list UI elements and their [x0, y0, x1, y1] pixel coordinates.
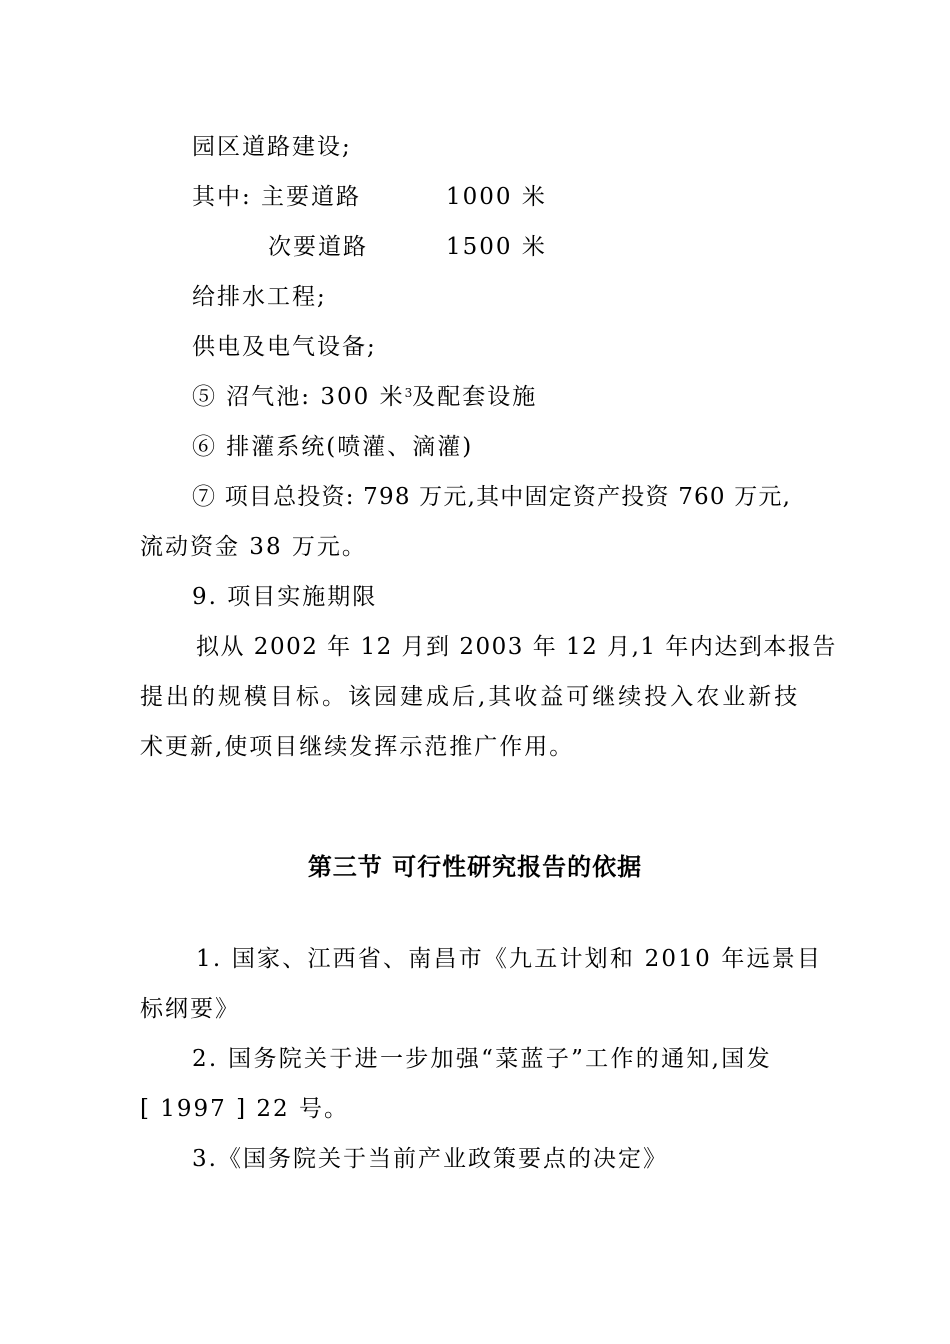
- period-paragraph-line-1: 拟从 2002 年 12 月到 2003 年 12 月,1 年内达到本报告: [196, 634, 837, 660]
- biogas-line: [192, 382, 537, 412]
- period-paragraph-line-3: 术更新,使项目继续发挥示范推广作用。: [140, 734, 575, 760]
- implementation-period-title: 9. 项目实施期限: [192, 584, 378, 610]
- basis-item-1-line-2: 标纲要》: [140, 996, 240, 1022]
- basis-item-2-line-2: [ 1997 ] 22 号。: [140, 1096, 349, 1122]
- irrigation-line: ⑥ 排灌系统(喷灌、滴灌): [192, 434, 474, 460]
- biogas-suffix: 及配套设施: [412, 384, 538, 410]
- power-supply-line: 供电及电气设备;: [192, 334, 377, 360]
- secondary-road-value: 1500 米: [446, 234, 547, 260]
- section-heading: 第三节 可行性研究报告的依据: [307, 853, 643, 881]
- investment-line-1: ⑦ 项目总投资: 798 万元,其中固定资产投资 760 万元,: [192, 484, 792, 510]
- water-supply-line: 给排水工程;: [192, 284, 327, 310]
- road-construction-line: 园区道路建设;: [192, 134, 352, 160]
- basis-item-3: 3.《国务院关于当前产业政策要点的决定》: [192, 1146, 668, 1172]
- main-road-label: 其中: 主要道路: [192, 184, 362, 210]
- main-road-value: 1000 米: [446, 184, 547, 210]
- basis-item-1-line-1: 1. 国家、江西省、南昌市《九五计划和 2010 年远景目: [196, 946, 823, 972]
- biogas-superscript: 3: [404, 386, 413, 400]
- biogas-text: ⑤ 沼气池: 300 米: [192, 384, 405, 410]
- period-paragraph-line-2: 提出的规模目标。该园建成后,其收益可继续投入农业新技: [140, 684, 801, 710]
- basis-item-2-line-1: 2. 国务院关于进一步加强“菜蓝子”工作的通知,国发: [192, 1046, 772, 1072]
- investment-line-2: 流动资金 38 万元。: [140, 534, 367, 560]
- secondary-road-label: 次要道路: [268, 234, 368, 260]
